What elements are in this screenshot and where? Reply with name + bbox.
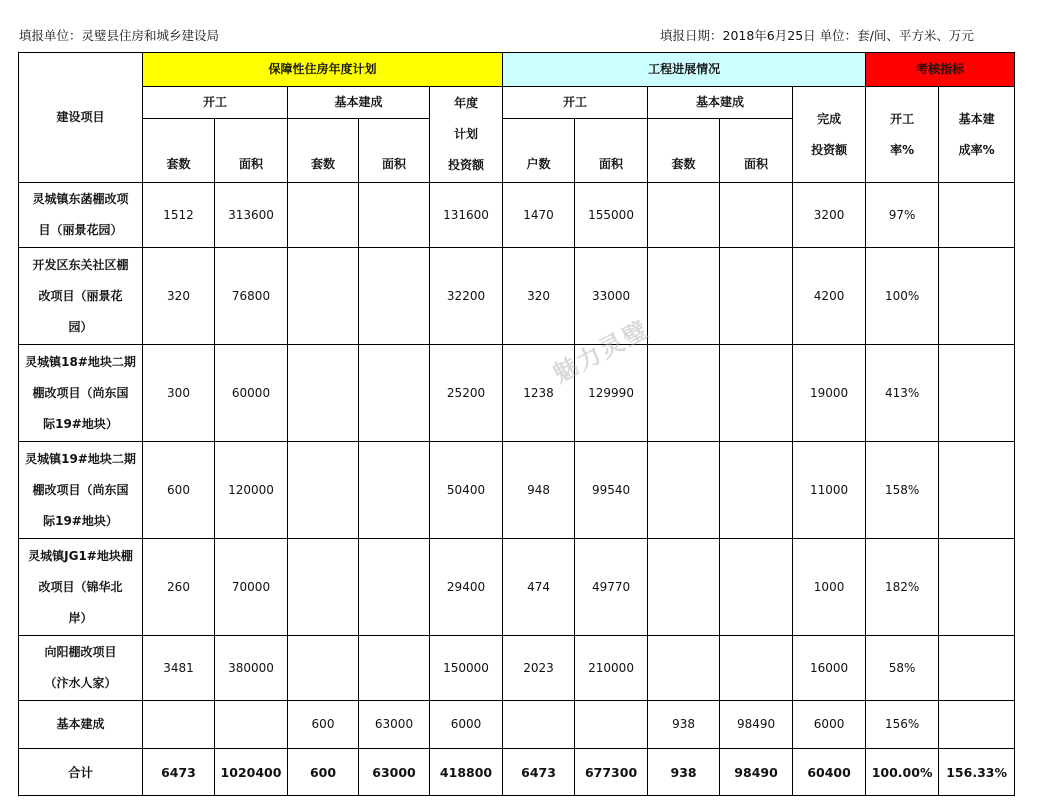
cell-bb-sets: 938 [648, 701, 720, 749]
total-bb-sets: 938 [648, 749, 720, 796]
cell-s-area [575, 701, 648, 749]
total-s-hh: 6473 [503, 749, 575, 796]
cell-s-area: 49770 [575, 539, 648, 636]
total-done: 60400 [793, 749, 866, 796]
cell-p-area: 70000 [215, 539, 288, 636]
cell-s-hh: 1470 [503, 183, 575, 248]
col-sets: 套数 [648, 119, 720, 183]
total-b-area: 63000 [359, 749, 430, 796]
cell-p-sets [143, 701, 215, 749]
cell-annual: 32200 [430, 248, 503, 345]
cell-b-sets [288, 442, 359, 539]
watermark: 魅力灵璧 [548, 314, 654, 389]
cell-b-area [359, 345, 430, 442]
cell-bb-area [720, 183, 793, 248]
cell-b-area: 63000 [359, 701, 430, 749]
table-row [19, 539, 1015, 636]
table-row [19, 345, 1015, 442]
cell-done: 3200 [793, 183, 866, 248]
total-rate1: 100.00% [866, 749, 939, 796]
cell-p-area: 313600 [215, 183, 288, 248]
col-sets: 套数 [143, 119, 215, 183]
cell-b-area [359, 636, 430, 701]
group-assess: 考核指标 [866, 53, 1015, 87]
table-row [19, 442, 1015, 539]
total-b-sets: 600 [288, 749, 359, 796]
cell-rate2 [939, 345, 1015, 442]
cell-p-area: 380000 [215, 636, 288, 701]
cell-s-area: 129990 [575, 345, 648, 442]
cell-rate2 [939, 701, 1015, 749]
total-bb-area: 98490 [720, 749, 793, 796]
project-name: 灵城镇东菡棚改项 目（丽景花园） [19, 183, 143, 248]
cell-rate1: 100% [866, 248, 939, 345]
cell-s-area: 155000 [575, 183, 648, 248]
cell-rate1: 182% [866, 539, 939, 636]
cell-rate1: 58% [866, 636, 939, 701]
cell-p-sets: 3481 [143, 636, 215, 701]
project-name: 向阳棚改项目 （汴水人家） [19, 636, 143, 701]
table-row [19, 248, 1015, 345]
cell-rate2 [939, 539, 1015, 636]
table-row [19, 183, 1015, 248]
group-progress: 工程进展情况 [503, 53, 866, 87]
col-area: 面积 [359, 119, 430, 183]
cell-s-area: 99540 [575, 442, 648, 539]
total-row [19, 749, 1015, 796]
cell-b-sets [288, 248, 359, 345]
total-rate2: 156.33% [939, 749, 1015, 796]
cell-annual: 25200 [430, 345, 503, 442]
total-name: 合计 [19, 749, 143, 796]
table-row [19, 701, 1015, 749]
cell-done: 6000 [793, 701, 866, 749]
cell-b-area [359, 183, 430, 248]
cell-p-sets: 300 [143, 345, 215, 442]
col-plan-start: 开工 [143, 87, 288, 119]
cell-rate1: 158% [866, 442, 939, 539]
cell-b-sets [288, 345, 359, 442]
col-start-rate: 开工 率% [866, 87, 939, 183]
col-prog-basic: 基本建成 [648, 87, 793, 119]
cell-b-sets [288, 539, 359, 636]
col-project: 建设项目 [19, 53, 143, 183]
cell-bb-area: 98490 [720, 701, 793, 749]
cell-rate2 [939, 248, 1015, 345]
cell-p-sets: 260 [143, 539, 215, 636]
project-name: 灵城镇JG1#地块棚 改项目（锦华北 岸） [19, 539, 143, 636]
table-row [19, 636, 1015, 701]
cell-rate2 [939, 636, 1015, 701]
cell-bb-sets [648, 248, 720, 345]
cell-done: 4200 [793, 248, 866, 345]
project-name: 基本建成 [19, 701, 143, 749]
cell-s-area: 210000 [575, 636, 648, 701]
cell-s-hh: 948 [503, 442, 575, 539]
project-name: 灵城镇19#地块二期 棚改项目（尚东国 际19#地块） [19, 442, 143, 539]
col-annual: 年度 计划 投资额 [430, 87, 503, 183]
cell-bb-sets [648, 442, 720, 539]
cell-bb-area [720, 636, 793, 701]
cell-annual: 29400 [430, 539, 503, 636]
cell-b-area [359, 248, 430, 345]
cell-p-sets: 1512 [143, 183, 215, 248]
cell-s-area: 33000 [575, 248, 648, 345]
cell-done: 16000 [793, 636, 866, 701]
project-name: 开发区东关社区棚 改项目（丽景花 园） [19, 248, 143, 345]
cell-annual: 131600 [430, 183, 503, 248]
report-unit: 填报单位：灵璧县住房和城乡建设局 [19, 28, 220, 43]
cell-s-hh: 474 [503, 539, 575, 636]
cell-bb-area [720, 248, 793, 345]
cell-b-area [359, 539, 430, 636]
cell-bb-sets [648, 636, 720, 701]
report-date-unit: 填报日期：2018年6月25日 单位：套/间、平方米、万元 [660, 28, 974, 43]
col-area: 面积 [215, 119, 288, 183]
col-plan-basic: 基本建成 [288, 87, 430, 119]
housing-table [18, 52, 1015, 796]
total-p-sets: 6473 [143, 749, 215, 796]
cell-p-area [215, 701, 288, 749]
cell-done: 19000 [793, 345, 866, 442]
group-plan: 保障性住房年度计划 [143, 53, 503, 87]
cell-s-hh: 2023 [503, 636, 575, 701]
cell-b-sets [288, 636, 359, 701]
total-p-area: 1020400 [215, 749, 288, 796]
cell-rate1: 413% [866, 345, 939, 442]
cell-rate2 [939, 442, 1015, 539]
cell-bb-sets [648, 345, 720, 442]
cell-rate1: 156% [866, 701, 939, 749]
col-area: 面积 [720, 119, 793, 183]
col-done: 完成 投资额 [793, 87, 866, 183]
cell-rate2 [939, 183, 1015, 248]
cell-annual: 150000 [430, 636, 503, 701]
col-prog-start: 开工 [503, 87, 648, 119]
cell-s-hh [503, 701, 575, 749]
col-basic-rate: 基本建 成率% [939, 87, 1015, 183]
project-name: 灵城镇18#地块二期 棚改项目（尚东国 际19#地块） [19, 345, 143, 442]
cell-bb-area [720, 539, 793, 636]
cell-p-area: 60000 [215, 345, 288, 442]
col-sets: 套数 [288, 119, 359, 183]
cell-bb-sets [648, 539, 720, 636]
cell-p-area: 120000 [215, 442, 288, 539]
cell-b-sets [288, 183, 359, 248]
cell-p-sets: 600 [143, 442, 215, 539]
cell-bb-area [720, 442, 793, 539]
col-households: 户数 [503, 119, 575, 183]
total-annual: 418800 [430, 749, 503, 796]
cell-b-sets: 600 [288, 701, 359, 749]
cell-b-area [359, 442, 430, 539]
cell-bb-area [720, 345, 793, 442]
cell-rate1: 97% [866, 183, 939, 248]
total-s-area: 677300 [575, 749, 648, 796]
cell-bb-sets [648, 183, 720, 248]
cell-done: 1000 [793, 539, 866, 636]
cell-s-hh: 320 [503, 248, 575, 345]
cell-annual: 6000 [430, 701, 503, 749]
cell-p-sets: 320 [143, 248, 215, 345]
cell-p-area: 76800 [215, 248, 288, 345]
cell-done: 11000 [793, 442, 866, 539]
cell-annual: 50400 [430, 442, 503, 539]
col-area: 面积 [575, 119, 648, 183]
cell-s-hh: 1238 [503, 345, 575, 442]
